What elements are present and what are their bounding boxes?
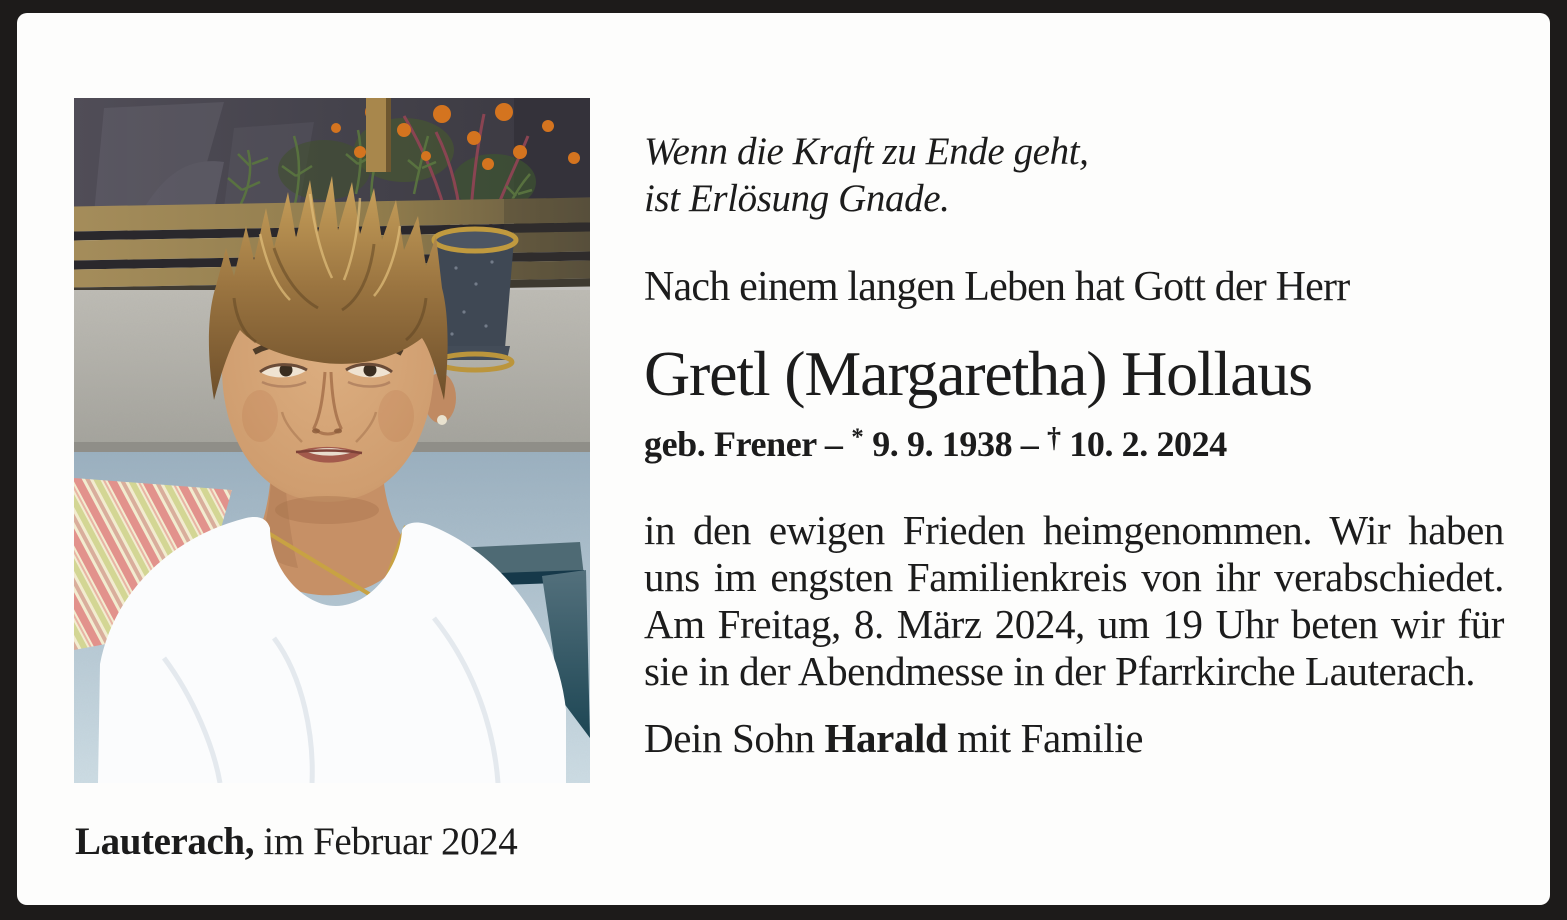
- death-dagger-symbol: †: [1047, 423, 1061, 455]
- quote-line-2: ist Erlösung Gnade.: [644, 177, 950, 220]
- closing-line: [644, 715, 1504, 762]
- dateline-place: Lauterach,: [75, 820, 255, 863]
- earring: [437, 415, 447, 425]
- window-frame-bar-edge: [386, 98, 391, 172]
- obituary-card: [17, 13, 1550, 905]
- birth-date: 9. 9. 1938 –: [863, 423, 1047, 464]
- intro-line: Nach einem langen Leben hat Gott der Herr: [644, 264, 1350, 310]
- portrait-illustration: [74, 98, 590, 783]
- birth-star-symbol: *: [851, 422, 864, 451]
- maiden-name: geb. Frener –: [644, 423, 852, 464]
- closing-prefix: Dein Sohn: [644, 714, 825, 761]
- rail-shadow: [504, 198, 590, 302]
- farewell-text: in den ewigen Frieden heimgenommen. Wir haben uns im engsten Familienkreis von ihr verabschiedet. Am Freitag, 8. März 2024, um 19 Uhr beten wir für sie in der Abendmesse in der Pfarrkirche Lauterach.: [644, 506, 1504, 694]
- memorial-quote: [644, 128, 1504, 222]
- dateline-date: im Februar 2024: [254, 820, 518, 863]
- deceased-name: Gretl (Margaretha) Hollaus: [644, 338, 1312, 409]
- portrait-photo: [74, 98, 590, 783]
- lifespan-line: [644, 414, 1504, 467]
- closing-name: Harald: [824, 714, 948, 761]
- death-date: 10. 2. 2024: [1060, 423, 1227, 464]
- closing-suffix: mit Familie: [947, 714, 1144, 761]
- notice-text-column: [644, 128, 1504, 762]
- cheek-right: [378, 390, 414, 442]
- place-dateline: [75, 818, 517, 865]
- cheek-left: [242, 390, 278, 442]
- quote-line-1: Wenn die Kraft zu Ende geht,: [644, 130, 1089, 173]
